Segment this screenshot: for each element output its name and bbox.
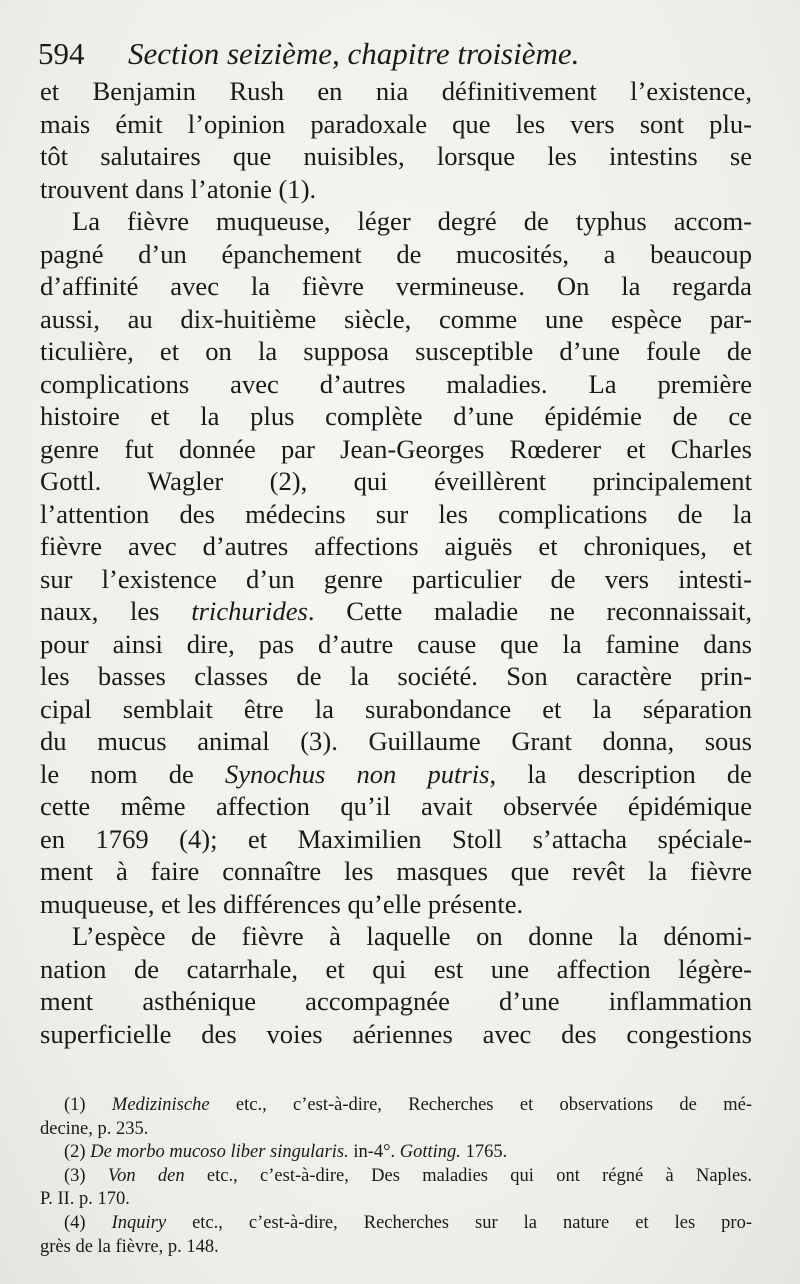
footnote-line: (2) De morbo mucoso liber singularis. in-4°. Gotting. 1765. (64, 1142, 508, 1163)
body-line: mais émit l’opinion paradoxale que les vers sont plu- (40, 108, 752, 139)
footnote-line: (1) Medizinische etc., c’est-à-dire, Recherches et observations de mé- (64, 1095, 752, 1115)
body-line: complications avec d’autres maladies. La première (40, 368, 752, 399)
body-line: pagné d’un épanchement de mucosités, a beaucoup (40, 238, 752, 269)
body-line: histoire et la plus complète d’une épidémie de ce (40, 401, 752, 431)
body-line: fièvre avec d’autres affections aiguës et chroniques, et (40, 531, 752, 561)
running-header (38, 34, 758, 74)
body-line: cette même affection qu’il avait observée épidémique (40, 791, 752, 821)
footnote-line: decine, p. 235. (40, 1118, 149, 1139)
body-line: cipal semblait être la surabondance et la séparation (40, 693, 752, 724)
body-line: pour ainsi dire, pas d’autre cause que la famine dans (40, 628, 752, 659)
body-line: du mucus animal (3). Guillaume Grant donna, sous (40, 726, 752, 756)
body-line: tôt salutaires que nuisibles, lorsque les intestins se (40, 141, 752, 171)
body-line: ticulière, et on la supposa susceptible d’une foule de (40, 336, 752, 366)
footnote-line: grès de la fièvre, p. 148. (40, 1236, 219, 1257)
body-line: La fièvre muqueuse, léger degré de typhus accom- (72, 206, 752, 236)
body-line: genre fut donnée par Jean-Georges Rœderer et Charles (40, 433, 752, 464)
body-line: l’attention des médecins sur les complications de la (40, 498, 752, 529)
body-text (40, 75, 752, 1050)
body-line: naux, les trichurides. Cette maladie ne reconnaissait, (40, 596, 753, 626)
body-line: L’espèce de fièvre à laquelle on donne la dénomi- (72, 921, 752, 951)
body-line: d’affinité avec la fièvre vermineuse. On la regarda (40, 271, 752, 301)
body-line: Gottl. Wagler (2), qui éveillèrent principalement (40, 466, 752, 496)
body-line: en 1769 (4); et Maximilien Stoll s’attacha spéciale- (40, 823, 752, 854)
body-line: et Benjamin Rush en nia définitivement l’existence, (40, 76, 752, 106)
footnotes (40, 1094, 752, 1259)
body-line: nation de catarrhale, et qui est une affection légère- (40, 953, 752, 984)
body-line: aussi, au dix-huitième siècle, comme une espèce par- (40, 303, 752, 334)
body-line: le nom de Synochus non putris, la description de (40, 758, 752, 789)
body-line: ment à faire connaître les masques que revêt la fièvre (40, 856, 752, 886)
footnote-line: (4) Inquiry etc., c’est-à-dire, Recherches sur la nature et les pro- (64, 1212, 752, 1233)
body-line: trouvent dans l’atonie (1). (40, 173, 317, 204)
body-line: ment asthénique accompagnée d’une inflammation (40, 986, 752, 1016)
body-line: muqueuse, et les différences qu’elle présente. (40, 888, 524, 919)
footnote-line: P. II. p. 170. (40, 1189, 130, 1210)
body-line: les basses classes de la société. Son caractère prin- (40, 661, 752, 691)
page-number: 594 (38, 36, 85, 71)
body-line: sur l’existence d’un genre particulier de vers intesti- (40, 563, 752, 594)
footnote-line: (3) Von den etc., c’est-à-dire, Des maladies qui ont régné à Naples. (64, 1165, 753, 1186)
running-title: Section seizième, chapitre troisième. (128, 36, 580, 71)
body-line: superficielle des voies aériennes avec des congestions (40, 1018, 752, 1049)
